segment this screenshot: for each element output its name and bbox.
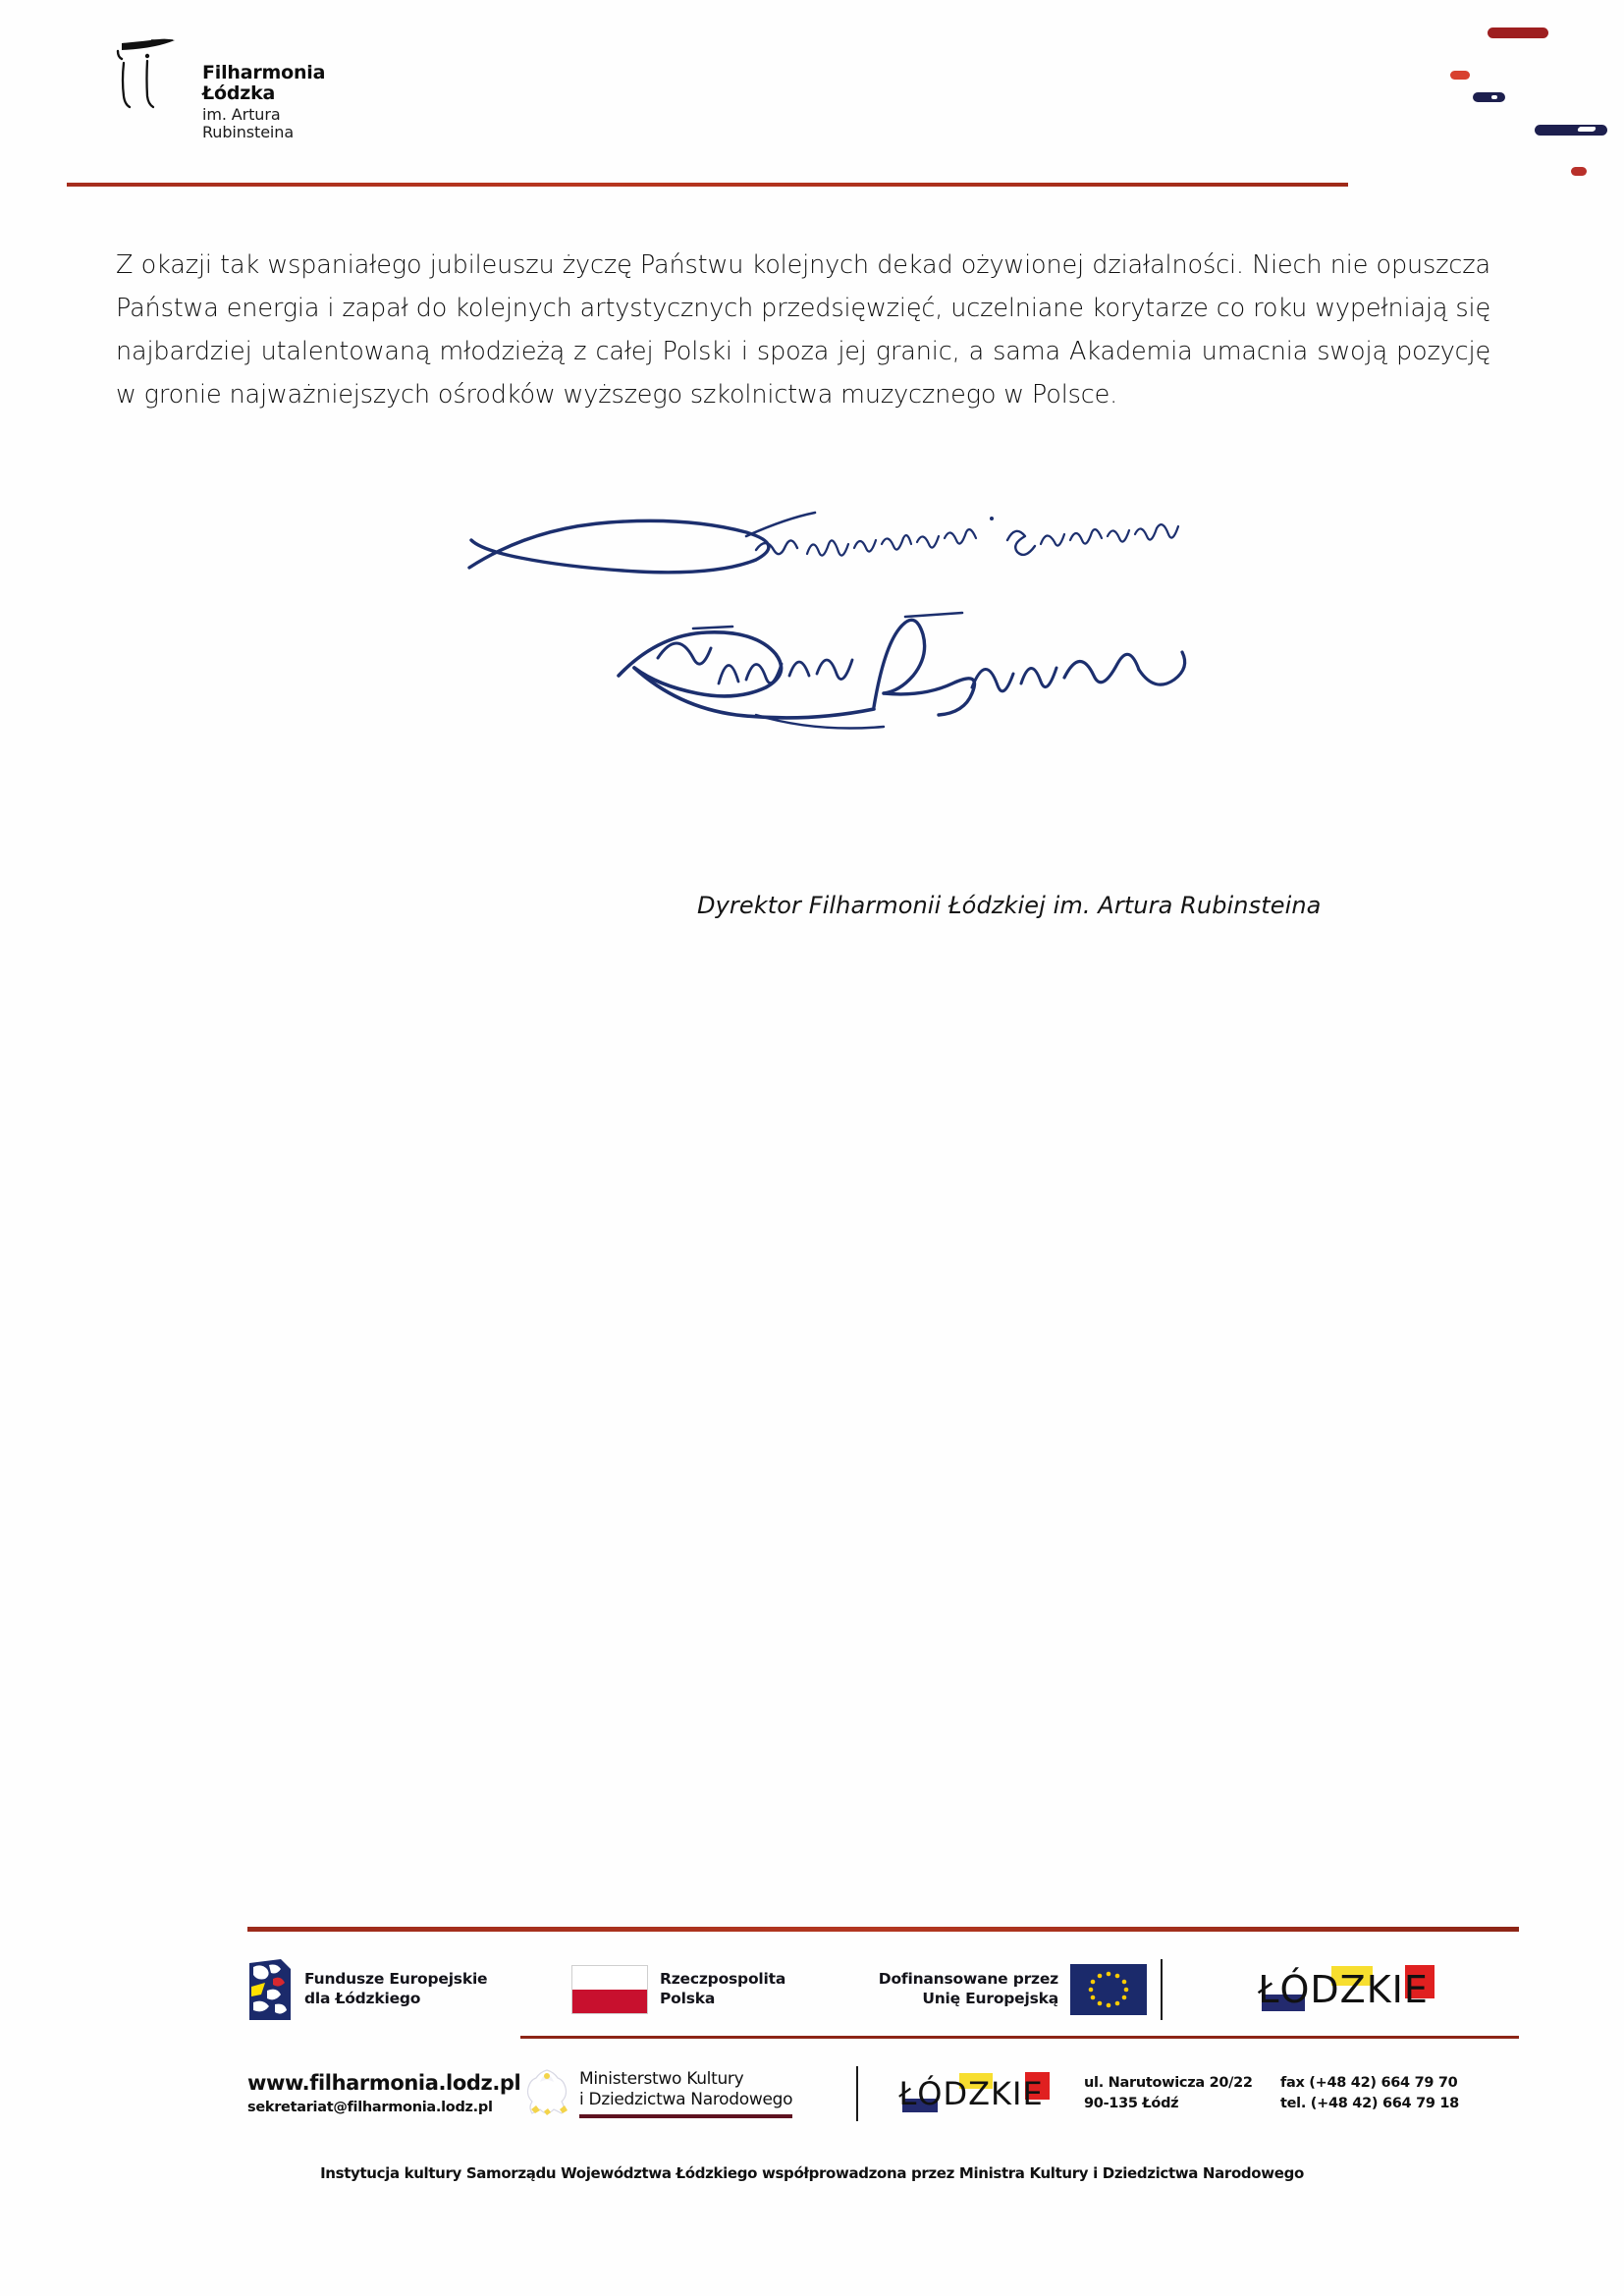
letter-body — [116, 244, 1490, 416]
funding-text-unia — [866, 1970, 1058, 2009]
letterhead-line-1: Filharmonia — [202, 62, 326, 83]
funding-divider-top — [247, 1927, 1519, 1932]
address-block — [1084, 2073, 1280, 2114]
letterhead-line-4: Rubinsteina — [202, 123, 295, 142]
funding-rp-line-1: Rzeczpospolita — [660, 1970, 786, 1989]
funding-fundusze-line-2: dla Łódzkiego — [304, 1990, 421, 2007]
ministry-line-1: Ministerstwo Kultury — [579, 2068, 744, 2089]
email-address[interactable]: sekretariat@filharmonia.lodz.pl — [247, 2100, 493, 2116]
letterhead-line-3: im. Artura — [202, 104, 281, 124]
header-divider — [67, 183, 1348, 187]
footer-lodzkie-block — [858, 2075, 1084, 2112]
letterhead-wordmark — [202, 37, 325, 141]
lodzkie-wordmark-top — [1258, 1968, 1429, 2011]
funding-fundusze-line-1: Fundusze Europejskie — [304, 1970, 488, 1989]
funding-eu-line-2: Unię Europejską — [922, 1990, 1058, 2007]
funding-item-rzeczpospolita — [571, 1965, 866, 2014]
signature-ink — [461, 511, 1345, 825]
website-url[interactable]: www.filharmonia.lodz.pl — [247, 2070, 521, 2095]
lodzkie-wordmark-text: ŁÓDZKIE — [1258, 1968, 1429, 2011]
address-line-2: 90-135 Łódź — [1084, 2096, 1179, 2111]
decoration-red-small-bar — [1450, 71, 1470, 80]
eu-flag-icon — [1070, 1964, 1147, 2015]
decoration-red-bar — [1488, 27, 1548, 38]
institution-note: Instytucja kultury Samorządu Województwa Łódzkiego współprowadzona przez Ministra Kultury i Dziedzictwa Narodowego — [320, 2164, 1304, 2182]
poland-flag-icon — [571, 1965, 648, 2014]
letterhead-line-2: Łódzka — [202, 82, 276, 105]
signature-caption: Dyrektor Filharmonii Łódzkiej im. Artura Rubinsteina — [697, 892, 1322, 919]
harp-strings-mark-icon — [108, 37, 189, 126]
eu-funding-bar — [247, 1950, 1524, 2029]
footer-contact-row — [247, 2054, 1524, 2133]
ministry-logo-block — [522, 2066, 856, 2121]
lodzkie-bottom-text: ŁÓDZKIE — [898, 2075, 1044, 2112]
decoration-navy-bar-small — [1473, 92, 1505, 102]
funding-eu-line-1: Dofinansowane przez — [878, 1970, 1058, 1989]
decoration-red-dot — [1571, 167, 1587, 176]
letterhead — [108, 37, 325, 141]
funding-item-lodzkie — [1163, 1968, 1524, 2011]
decoration-navy-bar-long — [1535, 125, 1607, 136]
tel-number: tel. (+48 42) 664 79 18 — [1280, 2096, 1459, 2111]
ministry-line-2: i Dziedzictwa Narodowego — [579, 2090, 793, 2109]
funding-rp-line-2: Polska — [660, 1990, 716, 2007]
fax-number: fax (+48 42) 664 79 70 — [1280, 2074, 1458, 2091]
ministry-text — [579, 2069, 792, 2119]
lodzkie-wordmark-bottom — [898, 2075, 1044, 2112]
address-line-1: ul. Narutowicza 20/22 — [1084, 2074, 1253, 2091]
polish-eagle-emblem-icon — [522, 2066, 571, 2121]
funding-text-rzeczpospolita — [660, 1970, 785, 2009]
phone-block — [1280, 2073, 1487, 2114]
letter-paragraph: Z okazji tak wspaniałego jubileuszu życzę Państwu kolejnych dekad ożywionej działalności. Niech nie opuszcza Państwa energia i zapał do kolejnych artystycznych przedsięwzięć, uczelniane korytarze co roku wypełniają się najbardziej utalentowaną młodzieżą z całej Polski i spoza jej granic, a sama Akademia umacnia swoją pozycję w gronie najważniejszych ośrodków wyższego szkolnictwa muzycznego w Polsce. — [116, 250, 1490, 410]
funding-item-unia — [866, 1964, 1161, 2015]
funding-item-fundusze — [247, 1957, 571, 2022]
website-block — [247, 2070, 522, 2117]
fundusze-europejskie-logo-icon — [247, 1957, 293, 2022]
signature — [461, 511, 1345, 825]
funding-text-fundusze — [304, 1970, 487, 2009]
funding-divider-bottom — [520, 2036, 1519, 2039]
